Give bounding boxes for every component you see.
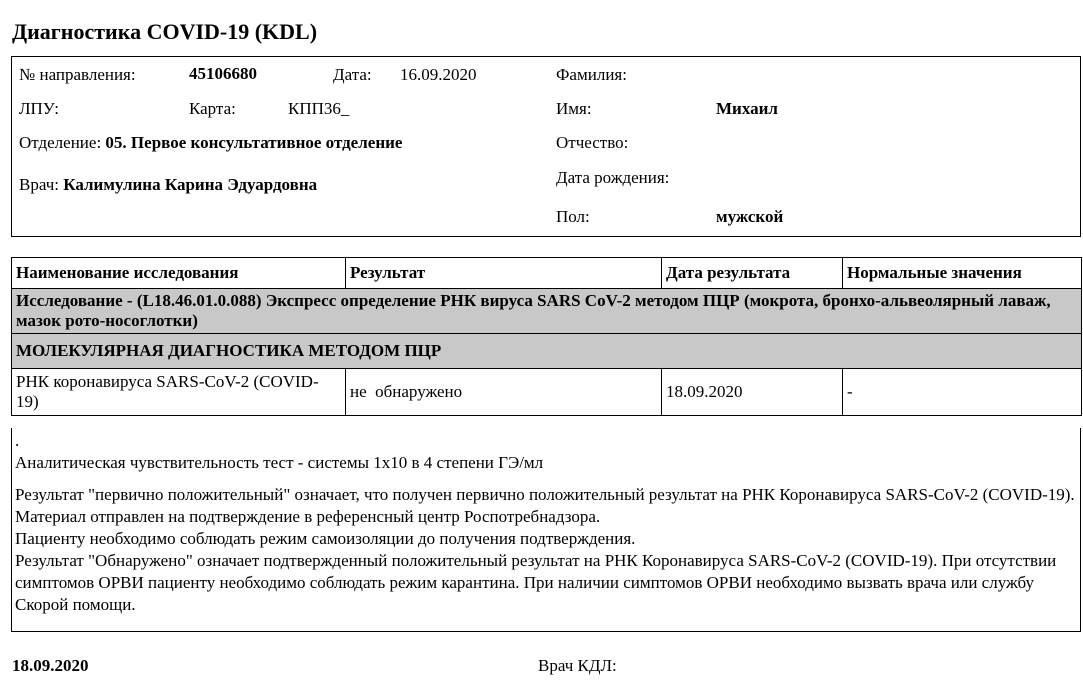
name-label: Имя:: [556, 99, 592, 118]
card-label: Карта:: [189, 99, 236, 118]
row-study-name: РНК коронавируса SARS-CoV-2 (COVID-19): [12, 369, 346, 416]
notes-dot: .: [15, 431, 20, 450]
name-value: Михаил: [716, 99, 778, 118]
footer-date: 18.09.2020: [12, 656, 89, 675]
department-field: [19, 134, 402, 151]
header-result: Результат: [346, 258, 662, 289]
table-header-row: [12, 258, 1082, 289]
results-table: [11, 257, 1082, 416]
surname-label: Фамилия:: [556, 65, 627, 84]
patient-info-box: [11, 56, 1081, 237]
notes-box: [11, 428, 1081, 632]
row-result: не обнаружено: [346, 369, 662, 416]
study-title-row: [12, 289, 1082, 334]
department-value: 05. Первое консультативное отделение: [105, 133, 403, 152]
date-value: 16.09.2020: [400, 65, 477, 84]
patronymic-label: Отчество:: [556, 133, 629, 152]
row-normal-value: -: [843, 369, 1082, 416]
doctor-value: Калимулина Карина Эдуардовна: [63, 175, 318, 194]
footer-doctor-label: Врач КДЛ:: [538, 656, 617, 675]
doctor-field: [19, 176, 317, 193]
sex-value: мужской: [716, 207, 784, 226]
note-self-isolation: Пациенту необходимо соблюдать режим самоизоляции до получения подтверждения.: [15, 529, 636, 548]
lpu-label: ЛПУ:: [19, 99, 59, 118]
note-detected: Результат "Обнаружено" означает подтвержденный положительный результат на РНК Коронавируса SARS-CoV-2 (COVID-19). При отсутствии симптомов ОРВИ пациенту необходимо соблюдать режим карантина. При наличии симптомов ОРВИ необходимо вызвать врача или службу Скорой помощи.: [15, 551, 1057, 614]
birthdate-label: Дата рождения:: [556, 168, 670, 187]
department-label: Отделение:: [19, 133, 102, 152]
header-normal-values: Нормальные значения: [843, 258, 1082, 289]
referral-label: № направления:: [19, 65, 136, 84]
doctor-label: Врач:: [19, 175, 59, 194]
date-label: Дата:: [333, 65, 372, 84]
row-result-date: 18.09.2020: [662, 369, 843, 416]
notes-gap: [15, 474, 1080, 484]
header-study-name: Наименование исследования: [12, 258, 346, 289]
section-title-row: [12, 334, 1082, 369]
note-primary-positive: Результат "первично положительный" означает, что получен первично положительный результат на РНК Коронавируса SARS-CoV-2 (COVID-19). Материал отправлен на подтверждение в референсный центр Роспотребнадзора.: [15, 485, 1075, 526]
sex-label: Пол:: [556, 207, 590, 226]
document-title: Диагностика COVID-19 (KDL): [12, 19, 318, 44]
card-value: КПП36_: [288, 99, 350, 118]
header-result-date: Дата результата: [662, 258, 843, 289]
sensitivity-note: Аналитическая чувствительность тест - системы 1х10 в 4 степени ГЭ/мл: [15, 453, 544, 472]
table-row: [12, 369, 1082, 416]
study-title: Исследование - (L18.46.01.0.088) Экспресс определение РНК вируса SARS CoV-2 методом ПЦР (мокрота, бронхо-альвеолярный лаваж, мазок рото-носоглотки): [12, 289, 1082, 334]
section-title: МОЛЕКУЛЯРНАЯ ДИАГНОСТИКА МЕТОДОМ ПЦР: [12, 334, 1082, 369]
referral-number: 45106680: [189, 64, 257, 83]
